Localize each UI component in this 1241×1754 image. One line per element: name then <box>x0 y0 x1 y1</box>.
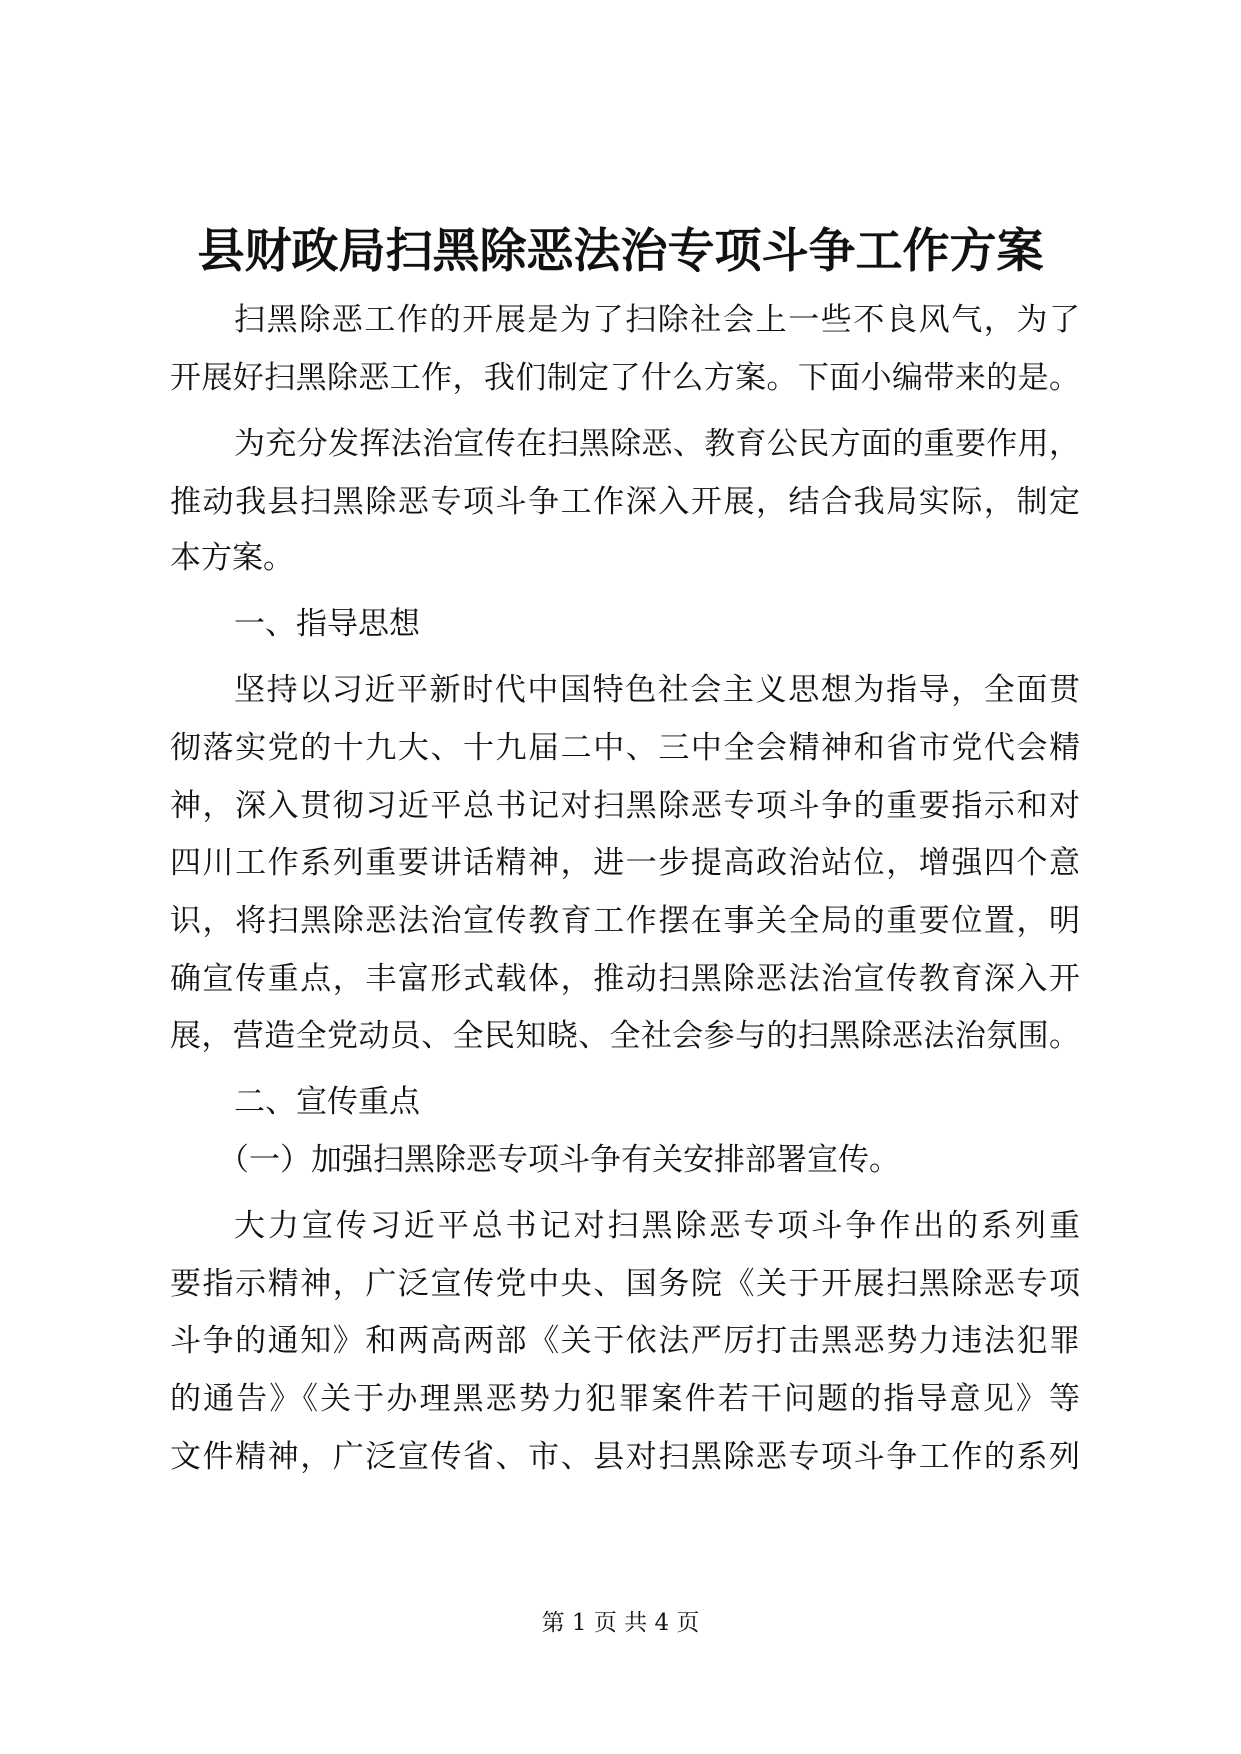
paragraph-line: 扫黑除恶工作的开展是为了扫除社会上一些不良风气，为了 <box>234 302 1080 338</box>
paragraph-line: 开展好扫黑除恶工作，我们制定了什么方案。下面小编带来的是。 <box>170 360 1080 396</box>
paragraph-line: 四川工作系列重要讲话精神，进一步提高政治站位，增强四个意 <box>170 845 1080 881</box>
paragraph-line: 斗争的通知》和两高两部《关于依法严厉打击黑恶势力违法犯罪 <box>170 1323 1080 1359</box>
paragraph-line: 坚持以习近平新时代中国特色社会主义思想为指导，全面贯 <box>234 672 1080 708</box>
section-heading: 二、宣传重点 <box>234 1084 420 1120</box>
subsection-heading: （一）加强扫黑除恶专项斗争有关安排部署宣传。 <box>218 1142 900 1178</box>
paragraph-line: 本方案。 <box>170 540 294 576</box>
paragraph-line: 确宣传重点，丰富形式载体，推动扫黑除恶法治宣传教育深入开 <box>170 961 1080 997</box>
paragraph-line: 要指示精神，广泛宣传党中央、国务院《关于开展扫黑除恶专项 <box>170 1266 1080 1302</box>
paragraph-line: 识，将扫黑除恶法治宣传教育工作摆在事关全局的重要位置，明 <box>170 903 1080 939</box>
paragraph-line: 神，深入贯彻习近平总书记对扫黑除恶专项斗争的重要指示和对 <box>170 788 1080 824</box>
section-heading: 一、指导思想 <box>234 606 420 642</box>
paragraph-line: 大力宣传习近平总书记对扫黑除恶专项斗争作出的系列重 <box>234 1208 1080 1244</box>
paragraph-line: 文件精神，广泛宣传省、市、县对扫黑除恶专项斗争工作的系列 <box>170 1439 1080 1475</box>
paragraph-line: 展，营造全党动员、全民知晓、全社会参与的扫黑除恶法治氛围。 <box>170 1018 1080 1054</box>
page-footer: 第 1 页 共 4 页 <box>541 1610 700 1636</box>
paragraph-line: 推动我县扫黑除恶专项斗争工作深入开展，结合我局实际，制定 <box>170 484 1080 520</box>
paragraph-line: 彻落实党的十九大、十九届二中、三中全会精神和省市党代会精 <box>170 730 1080 766</box>
document-title: 县财政局扫黑除恶法治专项斗争工作方案 <box>197 224 1044 279</box>
paragraph-line: 为充分发挥法治宣传在扫黑除恶、教育公民方面的重要作用， <box>234 426 1080 462</box>
paragraph-line: 的通告》《关于办理黑恶势力犯罪案件若干问题的指导意见》等 <box>170 1381 1080 1417</box>
